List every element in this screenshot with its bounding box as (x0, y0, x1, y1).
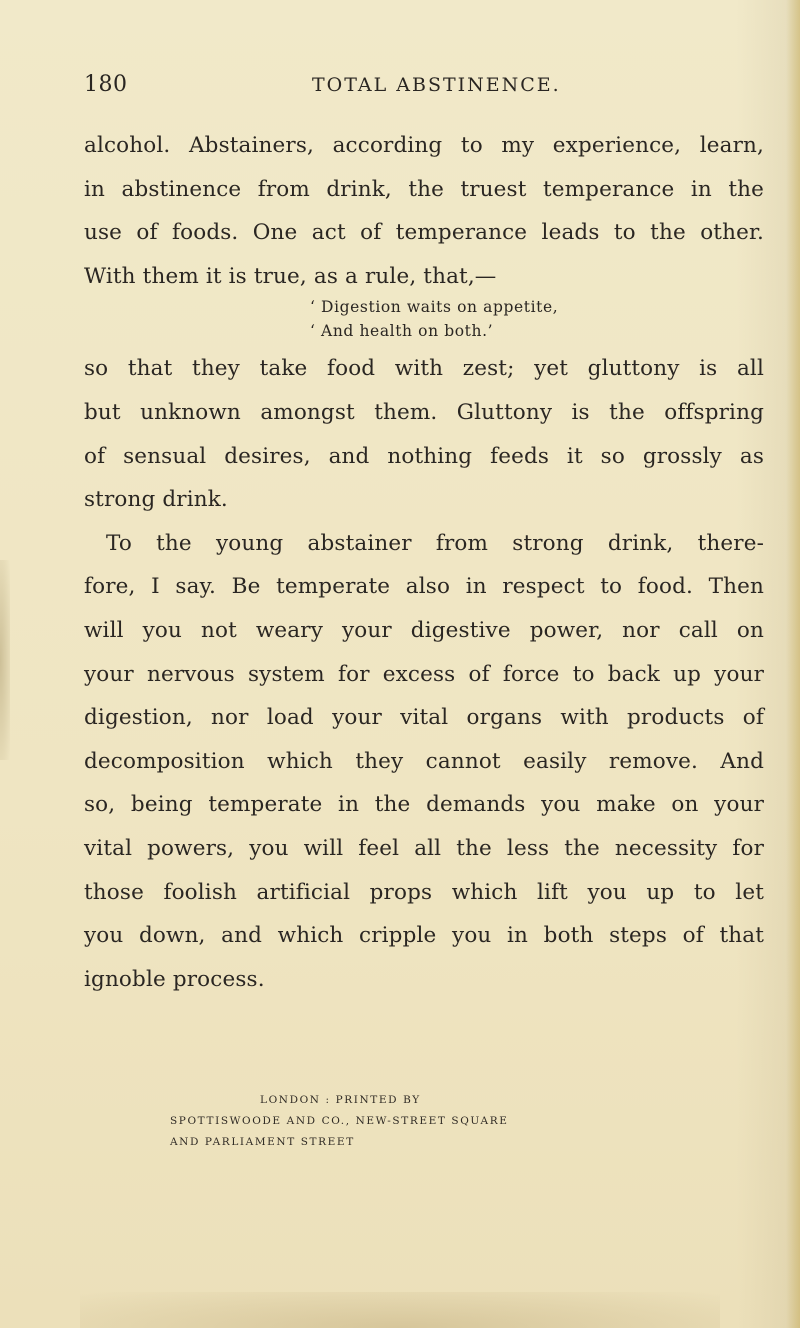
text-line: vital powers, you will feel all the less the necessity for (84, 835, 764, 861)
printer-colophon (170, 1090, 630, 1153)
text-line: To the young abstainer from strong drink, there- (106, 530, 764, 556)
text-line: so that they take food with zest; yet gluttony is all (84, 356, 764, 382)
colophon-line: AND PARLIAMENT STREET (170, 1136, 355, 1148)
page-stain (0, 560, 10, 760)
text-line: your nervous system for excess of force to back up your (84, 661, 764, 687)
text-line: use of foods. One act of temperance leads to the other. (84, 220, 764, 246)
text-line: in abstinence from drink, the truest temperance in the (84, 176, 764, 202)
text-line: but unknown amongst them. Gluttony is the offspring (84, 399, 764, 425)
verse-quote-line: ‘ And health on both.’ (310, 322, 494, 341)
text-line: you down, and which cripple you in both steps of that (84, 923, 764, 949)
text-line: digestion, nor load your vital organs with products of (84, 705, 764, 731)
text-line: fore, I say. Be temperate also in respect to food. Then (84, 574, 764, 600)
text-line: alcohol. Abstainers, according to my experience, learn, (84, 133, 764, 158)
colophon-line: SPOTTISWOODE AND CO., NEW-STREET SQUARE (170, 1115, 509, 1127)
text-line: With them it is true, as a rule, that,— (84, 263, 497, 289)
text-line: of sensual desires, and nothing feeds it so grossly as (84, 443, 764, 469)
page-edge-shadow (786, 0, 800, 1328)
colophon-line: LONDON : PRINTED BY (260, 1094, 421, 1106)
text-line: those foolish artificial props which lift you up to let (84, 879, 764, 905)
text-line: strong drink. (84, 487, 228, 513)
text-line: so, being temperate in the demands you make on your (84, 792, 764, 818)
running-head: TOTAL ABSTINENCE. (312, 74, 561, 96)
page-stain-bottom (80, 1292, 720, 1328)
page-number: 180 (84, 72, 128, 97)
verse-quote-line: ‘ Digestion waits on appetite, (310, 298, 559, 317)
page-header (84, 72, 744, 106)
text-line: will you not weary your digestive power, nor call on (84, 617, 764, 643)
body-text (84, 124, 764, 1001)
text-line: ignoble process. (84, 966, 265, 992)
text-line: decomposition which they cannot easily remove. And (84, 748, 764, 774)
